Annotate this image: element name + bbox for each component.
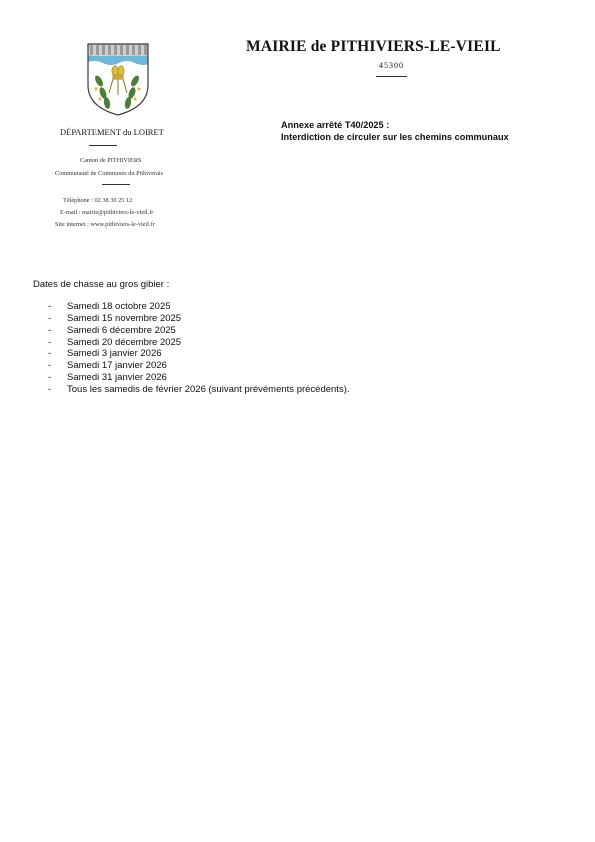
bullet-dash: - xyxy=(48,348,52,360)
list-item xyxy=(48,384,350,396)
department-divider xyxy=(89,145,117,146)
email-line: E-mail : mairie@pithiviers-le-vieil.fr xyxy=(60,209,154,216)
annex-reference xyxy=(281,119,509,143)
date-text: Samedi 6 décembre 2025 xyxy=(67,324,176,336)
list-item xyxy=(48,325,350,337)
date-text: Samedi 15 novembre 2025 xyxy=(67,312,182,324)
communaute-label: Communauté de Communes du Pithiverais xyxy=(55,170,164,177)
list-item xyxy=(48,372,350,384)
title-divider xyxy=(376,76,407,77)
date-text: Samedi 20 décembre 2025 xyxy=(67,336,182,348)
hunting-dates-intro: Dates de chasse au gros gibier : xyxy=(33,279,170,290)
list-item xyxy=(48,348,350,360)
bullet-dash: - xyxy=(48,336,52,348)
website-line: Site internet : www.pithiviers-le-vieil.fr xyxy=(55,221,155,228)
postal-code: 45300 xyxy=(379,61,404,70)
hunting-dates-list xyxy=(48,301,350,396)
date-text: Tous les samedis de février 2026 (suivant prévéments précédents). xyxy=(67,383,350,395)
bullet-dash: - xyxy=(48,360,52,372)
list-item xyxy=(48,337,350,349)
list-item xyxy=(48,301,350,313)
bullet-dash: - xyxy=(48,372,52,384)
annex-subject: Interdiction de circuler sur les chemins communaux xyxy=(281,132,509,142)
page-title: MAIRIE de PITHIVIERS-LE-VIEIL xyxy=(246,38,501,55)
list-item xyxy=(48,360,350,372)
bullet-dash: - xyxy=(48,324,52,336)
coat-of-arms-logo xyxy=(85,41,151,117)
phone-line: Téléphone : 02 38 30 25 12 xyxy=(63,197,133,204)
bullet-dash: - xyxy=(48,312,52,324)
annex-title: Annexe arrêté T40/2025 : xyxy=(281,120,390,130)
communaute-divider xyxy=(102,184,130,185)
list-item xyxy=(48,313,350,325)
date-text: Samedi 17 janvier 2026 xyxy=(67,360,167,372)
bullet-dash: - xyxy=(48,301,52,312)
bullet-dash: - xyxy=(48,383,52,395)
department-label: DÉPARTEMENT du LOIRET xyxy=(60,127,164,137)
canton-label: Canton de PITHIVIERS xyxy=(80,157,142,164)
date-text: Samedi 3 janvier 2026 xyxy=(67,348,162,360)
date-text: Samedi 18 octobre 2025 xyxy=(67,301,171,312)
date-text: Samedi 31 janvier 2026 xyxy=(67,372,167,384)
